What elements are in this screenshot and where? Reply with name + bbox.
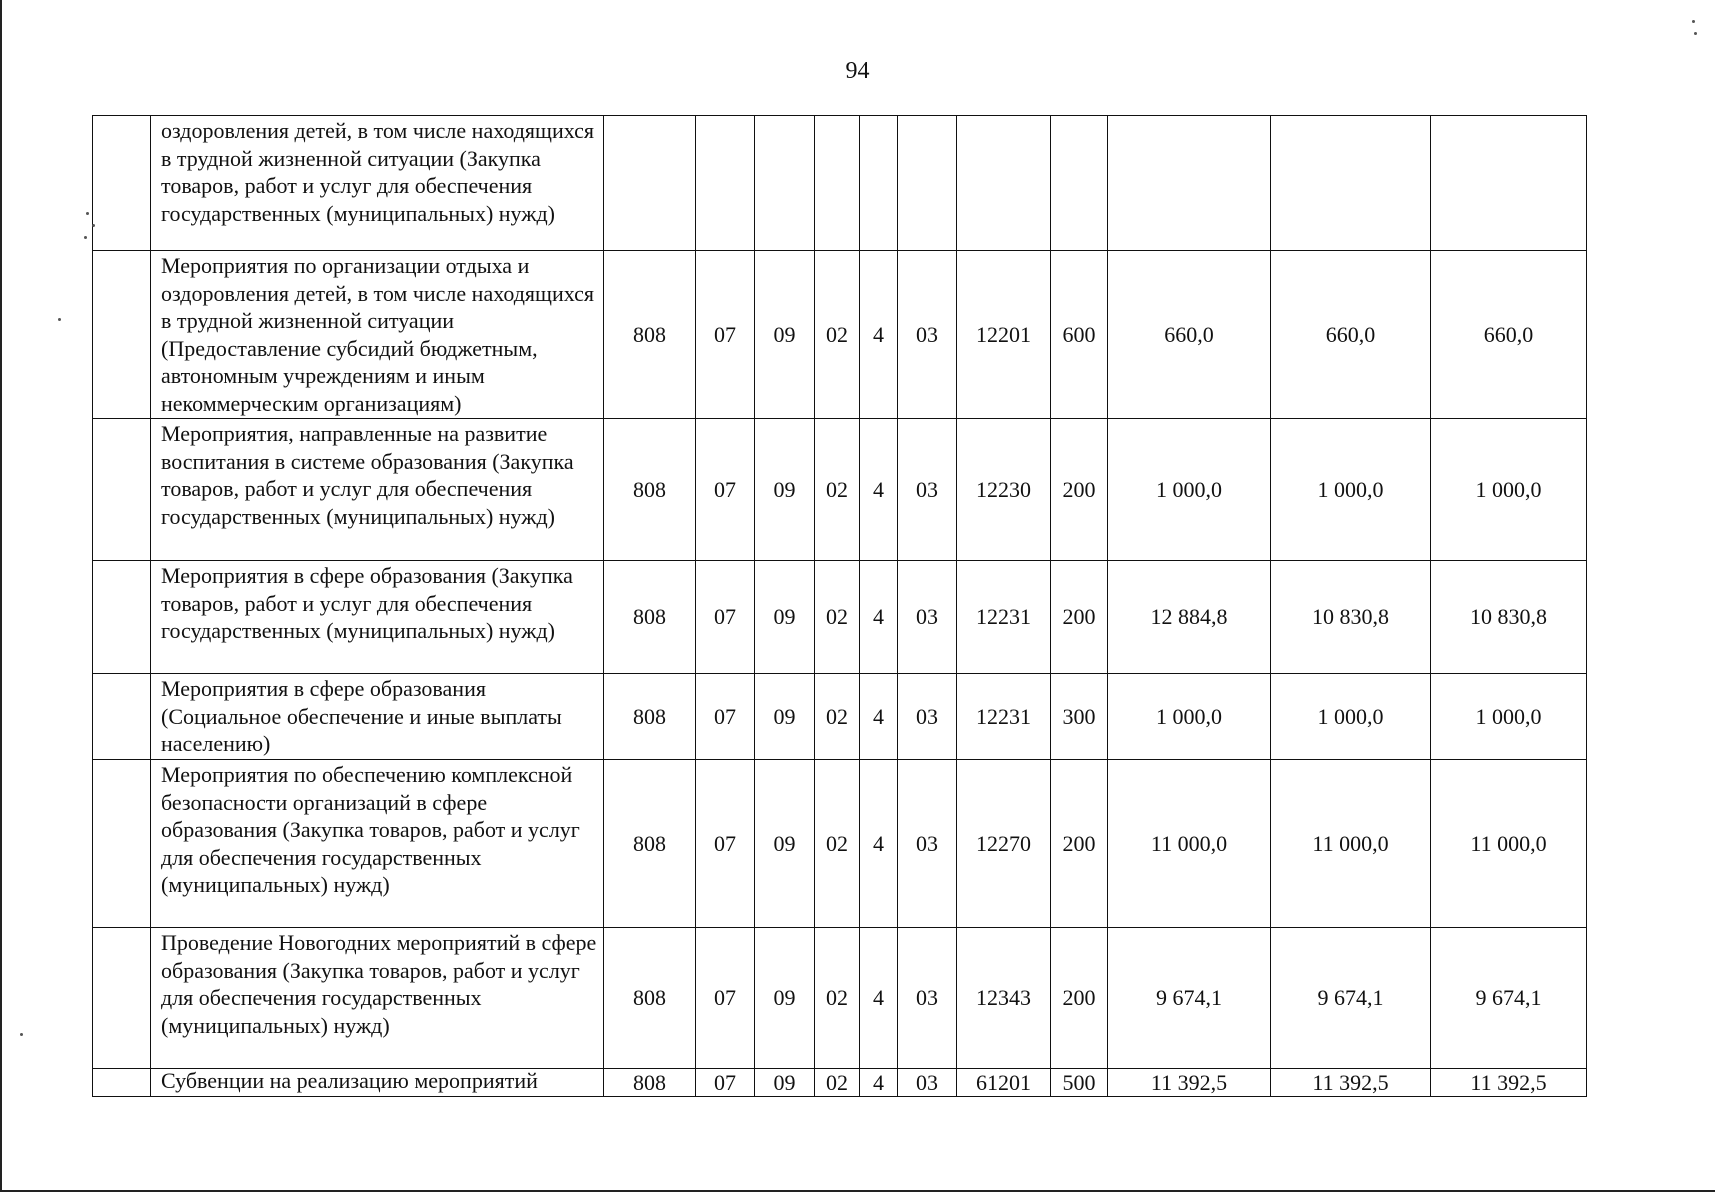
section-code-cell: 07 xyxy=(696,561,755,674)
amount-year3-cell: 9 674,1 xyxy=(1431,928,1587,1069)
subprogram-code-cell: 03 xyxy=(898,674,957,760)
amount-year2-cell: 660,0 xyxy=(1271,251,1431,419)
table-row xyxy=(93,1069,1587,1097)
scan-speck xyxy=(92,224,95,227)
description-cell: Мероприятия по обеспечению комплексной безопасности организаций в сфере образования (Закупка товаров, работ и услуг для обеспечения государственных (муниципальных) нужд) xyxy=(151,760,604,928)
expense-type-cell xyxy=(1051,116,1108,251)
scan-speck xyxy=(84,236,87,239)
amount-year3-cell xyxy=(1431,116,1587,251)
index-cell xyxy=(93,674,151,760)
table-row xyxy=(93,928,1587,1069)
amount-year2-cell: 11 000,0 xyxy=(1271,760,1431,928)
description-cell: Субвенции на реализацию мероприятий xyxy=(151,1069,604,1097)
subprogram-code-cell: 03 xyxy=(898,928,957,1069)
page-number: 94 xyxy=(845,58,870,84)
index-cell xyxy=(93,561,151,674)
subprogram-code-cell: 03 xyxy=(898,1069,957,1097)
table-row xyxy=(93,116,1587,251)
subprogram-code-cell: 03 xyxy=(898,251,957,419)
program-type-cell: 4 xyxy=(860,674,898,760)
index-cell xyxy=(93,928,151,1069)
subsection-code-cell: 09 xyxy=(755,928,815,1069)
amount-year3-cell: 11 392,5 xyxy=(1431,1069,1587,1097)
expense-type-cell: 200 xyxy=(1051,419,1108,561)
amount-year2-cell: 1 000,0 xyxy=(1271,674,1431,760)
amount-year1-cell xyxy=(1108,116,1271,251)
table-row xyxy=(93,561,1587,674)
direction-code-cell xyxy=(957,116,1051,251)
expense-type-cell: 200 xyxy=(1051,928,1108,1069)
program-type-cell: 4 xyxy=(860,928,898,1069)
direction-code-cell: 12231 xyxy=(957,674,1051,760)
subprogram-code-cell: 03 xyxy=(898,561,957,674)
expense-type-cell: 200 xyxy=(1051,561,1108,674)
direction-code-cell: 12231 xyxy=(957,561,1051,674)
program-code-cell: 02 xyxy=(815,251,860,419)
section-code-cell: 07 xyxy=(696,760,755,928)
direction-code-cell: 12230 xyxy=(957,419,1051,561)
amount-year3-cell: 10 830,8 xyxy=(1431,561,1587,674)
section-code-cell: 07 xyxy=(696,928,755,1069)
amount-year2-cell: 10 830,8 xyxy=(1271,561,1431,674)
section-code-cell xyxy=(696,116,755,251)
expense-type-cell: 600 xyxy=(1051,251,1108,419)
subprogram-code-cell: 03 xyxy=(898,419,957,561)
ministry-code-cell: 808 xyxy=(604,419,696,561)
subsection-code-cell: 09 xyxy=(755,674,815,760)
amount-year1-cell: 660,0 xyxy=(1108,251,1271,419)
program-type-cell: 4 xyxy=(860,251,898,419)
direction-code-cell: 61201 xyxy=(957,1069,1051,1097)
ministry-code-cell: 808 xyxy=(604,251,696,419)
direction-code-cell: 12201 xyxy=(957,251,1051,419)
table-row xyxy=(93,251,1587,419)
table-row xyxy=(93,674,1587,760)
expense-type-cell: 500 xyxy=(1051,1069,1108,1097)
index-cell xyxy=(93,419,151,561)
ministry-code-cell xyxy=(604,116,696,251)
index-cell xyxy=(93,1069,151,1097)
program-type-cell: 4 xyxy=(860,419,898,561)
amount-year3-cell: 660,0 xyxy=(1431,251,1587,419)
index-cell xyxy=(93,251,151,419)
amount-year3-cell: 1 000,0 xyxy=(1431,419,1587,561)
program-code-cell xyxy=(815,116,860,251)
table-row xyxy=(93,760,1587,928)
description-cell: Мероприятия в сфере образования (Закупка товаров, работ и услуг для обеспечения государственных (муниципальных) нужд) xyxy=(151,561,604,674)
program-type-cell: 4 xyxy=(860,1069,898,1097)
subprogram-code-cell: 03 xyxy=(898,760,957,928)
subsection-code-cell: 09 xyxy=(755,251,815,419)
scan-speck xyxy=(58,318,61,321)
amount-year3-cell: 1 000,0 xyxy=(1431,674,1587,760)
subsection-code-cell: 09 xyxy=(755,561,815,674)
direction-code-cell: 12270 xyxy=(957,760,1051,928)
description-cell: оздоровления детей, в том числе находящихся в трудной жизненной ситуации (Закупка товаров, работ и услуг для обеспечения государственных (муниципальных) нужд) xyxy=(151,116,604,251)
budget-table xyxy=(92,115,1587,1097)
table-row xyxy=(93,419,1587,561)
amount-year1-cell: 1 000,0 xyxy=(1108,419,1271,561)
subsection-code-cell: 09 xyxy=(755,419,815,561)
scan-left-edge xyxy=(0,0,2,1192)
ministry-code-cell: 808 xyxy=(604,674,696,760)
program-type-cell xyxy=(860,116,898,251)
description-cell: Мероприятия в сфере образования (Социальное обеспечение и иные выплаты населению) xyxy=(151,674,604,760)
ministry-code-cell: 808 xyxy=(604,928,696,1069)
scan-bottom-edge xyxy=(0,1190,1715,1192)
scan-speck xyxy=(1692,20,1695,23)
subsection-code-cell: 09 xyxy=(755,760,815,928)
ministry-code-cell: 808 xyxy=(604,760,696,928)
amount-year2-cell xyxy=(1271,116,1431,251)
program-code-cell: 02 xyxy=(815,561,860,674)
program-code-cell: 02 xyxy=(815,928,860,1069)
amount-year2-cell: 11 392,5 xyxy=(1271,1069,1431,1097)
amount-year1-cell: 12 884,8 xyxy=(1108,561,1271,674)
amount-year3-cell: 11 000,0 xyxy=(1431,760,1587,928)
section-code-cell: 07 xyxy=(696,674,755,760)
subsection-code-cell xyxy=(755,116,815,251)
scan-speck xyxy=(1694,32,1697,35)
section-code-cell: 07 xyxy=(696,251,755,419)
program-code-cell: 02 xyxy=(815,419,860,561)
amount-year2-cell: 1 000,0 xyxy=(1271,419,1431,561)
amount-year1-cell: 1 000,0 xyxy=(1108,674,1271,760)
section-code-cell: 07 xyxy=(696,1069,755,1097)
scan-speck xyxy=(86,212,89,215)
program-code-cell: 02 xyxy=(815,674,860,760)
ministry-code-cell: 808 xyxy=(604,561,696,674)
index-cell xyxy=(93,760,151,928)
subsection-code-cell: 09 xyxy=(755,1069,815,1097)
program-type-cell: 4 xyxy=(860,561,898,674)
expense-type-cell: 200 xyxy=(1051,760,1108,928)
description-cell: Мероприятия, направленные на развитие воспитания в системе образования (Закупка товаров, работ и услуг для обеспечения государственных (муниципальных) нужд) xyxy=(151,419,604,561)
expense-type-cell: 300 xyxy=(1051,674,1108,760)
index-cell xyxy=(93,116,151,251)
amount-year1-cell: 11 000,0 xyxy=(1108,760,1271,928)
amount-year1-cell: 11 392,5 xyxy=(1108,1069,1271,1097)
program-code-cell: 02 xyxy=(815,760,860,928)
description-cell: Мероприятия по организации отдыха и оздоровления детей, в том числе находящихся в трудной жизненной ситуации (Предоставление субсидий бюджетным, автономным учреждениям и иным некоммерческим организациям) xyxy=(151,251,604,419)
direction-code-cell: 12343 xyxy=(957,928,1051,1069)
amount-year1-cell: 9 674,1 xyxy=(1108,928,1271,1069)
program-type-cell: 4 xyxy=(860,760,898,928)
amount-year2-cell: 9 674,1 xyxy=(1271,928,1431,1069)
section-code-cell: 07 xyxy=(696,419,755,561)
description-cell: Проведение Новогодних мероприятий в сфере образования (Закупка товаров, работ и услуг для обеспечения государственных (муниципальных) нужд) xyxy=(151,928,604,1069)
program-code-cell: 02 xyxy=(815,1069,860,1097)
scan-speck xyxy=(20,1033,23,1036)
ministry-code-cell: 808 xyxy=(604,1069,696,1097)
subprogram-code-cell xyxy=(898,116,957,251)
